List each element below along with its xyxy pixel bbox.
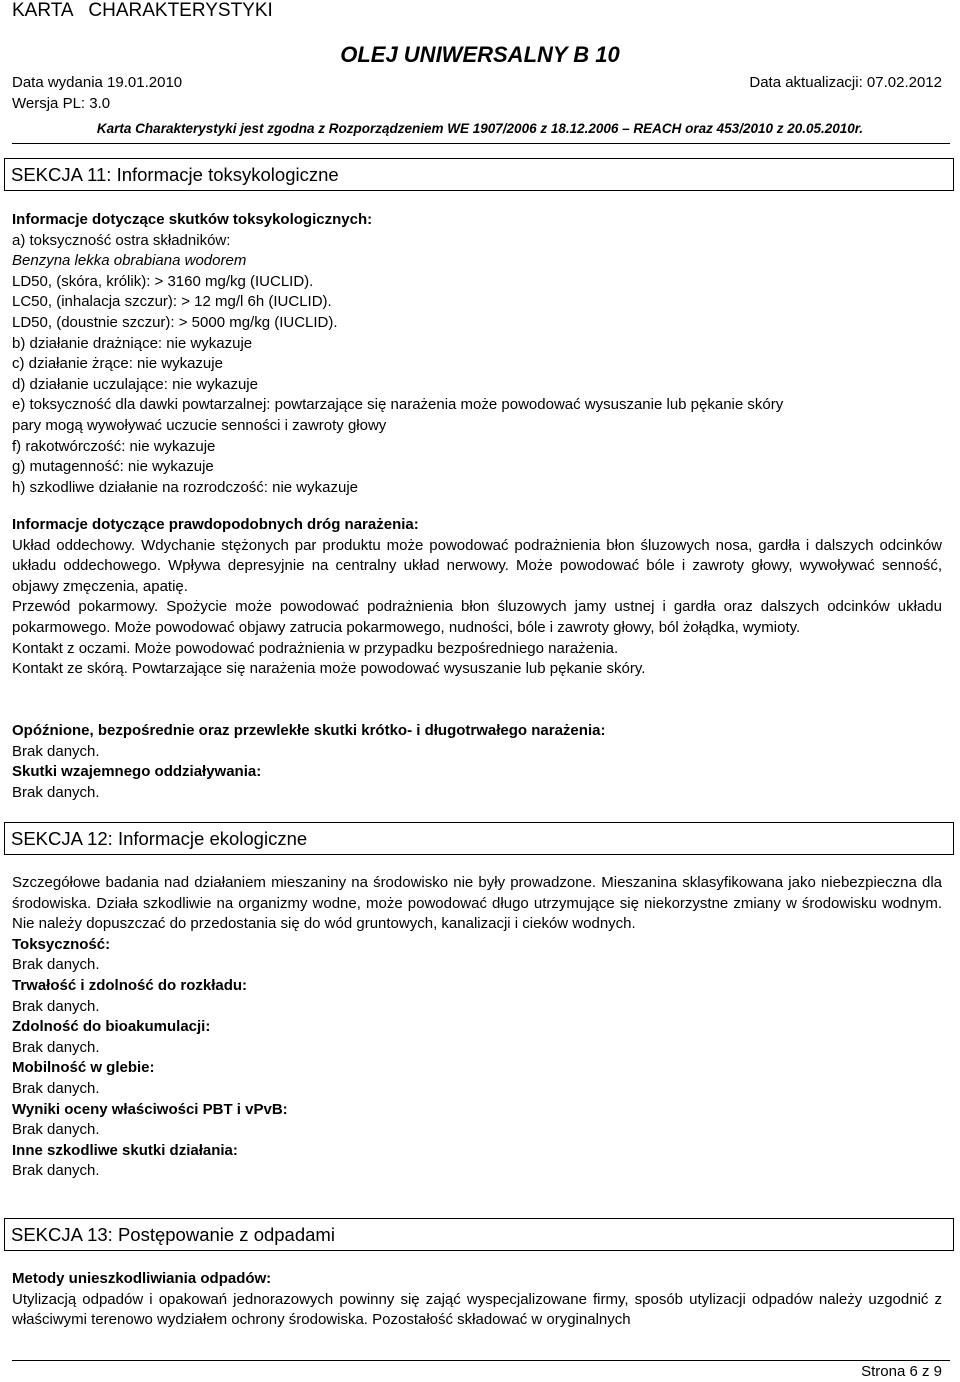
issue-date: Data wydania 19.01.2010 (12, 74, 183, 91)
tox-item-b: b) działanie drażniące: nie wykazuje (12, 334, 253, 352)
interaction-heading: Skutki wzajemnego oddziaływania: (12, 763, 262, 781)
tox-effects-heading: Informacje dotyczące skutków toksykologicznych: (12, 211, 373, 228)
footer-divider (12, 1360, 950, 1361)
delayed-effects-value: Brak danych. (12, 742, 100, 760)
page-number: Strona 6 z 9 (861, 1363, 942, 1380)
eco-paragraph: Szczegółowe badania nad działaniem mieszaniny na środowisko nie były prowadzone. Mieszanina sklasyfikowana jako niebezpieczna dla środowiska. Działa szkodliwie na organizmy wodne, może powodować długo utrzymujące się niekorzystne zmiany w środowisku wodnym. Nie należy dopuszczać do przedostania się do wód gruntowych, kanalizacji i cieków wodnych. (12, 874, 942, 933)
section-13-header (4, 1218, 954, 1251)
eco-item-label: Wyniki oceny właściwości PBT i vPvB: (12, 1100, 288, 1118)
interaction-value: Brak danych. (12, 783, 100, 801)
eco-item-label: Mobilność w glebie: (12, 1059, 155, 1077)
eco-item-value: Brak danych. (12, 1079, 100, 1097)
eco-item-label: Zdolność do bioakumulacji: (12, 1018, 211, 1036)
exposure-respiratory: Układ oddechowy. Wdychanie stężonych par produktu może powodować podrażnienia błon śluzowych nosa, gardła i dalszych odcinków układu oddechowego. Wpływa depresyjnie na centralny układ nerwowy. Może powodować bóle i zawroty głowy, wywoływać senność, objawy zmęczenia, apatię. (12, 536, 942, 595)
regulation-note: Karta Charakterystyki jest zgodna z Rozporządzeniem WE 1907/2006 z 18.12.2006 – REACH oraz 453/2010 z 20.05.2010r. (96, 121, 864, 136)
section-12-title: SEKCJA 12: Informacje ekologiczne (11, 828, 308, 849)
header-divider (12, 143, 950, 144)
eco-item-label: Trwałość i zdolność do rozkładu: (12, 976, 248, 994)
exposure-routes-heading: Informacje dotyczące prawdopodobnych dróg narażenia: (12, 516, 419, 533)
section-13-body (12, 1269, 942, 1331)
section-12-header (4, 822, 954, 855)
exposure-routes (12, 515, 942, 680)
section-12-body (12, 873, 942, 1182)
delayed-effects-heading: Opóźnione, bezpośrednie oraz przewlekłe skutki krótko- i długotrwałego narażenia: (12, 722, 606, 739)
update-date: Data aktualizacji: 07.02.2012 (749, 74, 942, 91)
tox-item-d: d) działanie uczulające: nie wykazuje (12, 375, 258, 393)
section-11-header (4, 158, 954, 191)
tox-ld50-skin: LD50, (skóra, królik): > 3160 mg/kg (IUCLID). (12, 272, 314, 290)
delayed-effects (12, 721, 942, 803)
eco-item-label: Inne szkodliwe skutki działania: (12, 1141, 238, 1159)
eco-item-value: Brak danych. (12, 1121, 100, 1139)
tox-item-e-cont: pary mogą wywoływać uczucie senności i zawroty głowy (12, 416, 387, 434)
section-11-title: SEKCJA 11: Informacje toksykologiczne (11, 164, 339, 185)
tox-item-g: g) mutagenność: nie wykazuje (12, 458, 214, 476)
eco-item-value: Brak danych. (12, 1162, 100, 1180)
exposure-eyes: Kontakt z oczami. Może powodować podrażnienia w przypadku bezpośredniego narażenia. (12, 639, 619, 657)
exposure-digestive: Przewód pokarmowy. Spożycie może powodować podrażnienia błon śluzowych jamy ustnej i gardła oraz dalszych odcinków układu pokarmowego. Może powodować objawy zatrucia pokarmowego, nudności, bóle i zawroty głowy, ból żołądka, wymioty. (12, 598, 942, 636)
document-type: KARTA CHARAKTERYSTYKI (12, 0, 273, 21)
tox-item-c: c) działanie żrące: nie wykazuje (12, 355, 223, 373)
tox-item-f: f) rakotwórczość: nie wykazuje (12, 437, 216, 455)
eco-item-value: Brak danych. (12, 1038, 100, 1056)
section-11-body (12, 210, 942, 498)
tox-item-a: a) toksyczność ostra składników: (12, 231, 231, 249)
eco-item-value: Brak danych. (12, 956, 100, 974)
section-13-title: SEKCJA 13: Postępowanie z odpadami (11, 1224, 335, 1245)
eco-item-value: Brak danych. (12, 997, 100, 1015)
tox-ld50-oral: LD50, (doustnie szczur): > 5000 mg/kg (IUCLID). (12, 313, 338, 331)
waste-methods-text: Utylizacją odpadów i opakowań jednorazowych powinny się zająć wyspecjalizowane firmy, sposób utylizacji odpadów należy uzgodnić z właściwymi terenowo wydziałem ochrony środowiska. Pozostałość składować w oryginalnych (12, 1290, 942, 1329)
tox-lc50-inhal: LC50, (inhalacja szczur): > 12 mg/l 6h (IUCLID). (12, 293, 332, 311)
tox-item-h: h) szkodliwe działanie na rozrodczość: nie wykazuje (12, 478, 358, 496)
waste-methods-heading: Metody unieszkodliwiania odpadów: (12, 1270, 272, 1287)
version: Wersja PL: 3.0 (12, 95, 111, 112)
eco-item-label: Toksyczność: (12, 935, 111, 953)
product-name: OLEJ UNIWERSALNY B 10 (340, 42, 620, 67)
tox-item-e: e) toksyczność dla dawki powtarzalnej: powtarzające się narażenia może powodować wysuszanie lub pękanie skóry (12, 396, 784, 414)
tox-substance: Benzyna lekka obrabiana wodorem (12, 252, 247, 270)
exposure-skin: Kontakt ze skórą. Powtarzające się narażenia może powodować wysuszanie lub pękanie skóry. (12, 660, 646, 678)
